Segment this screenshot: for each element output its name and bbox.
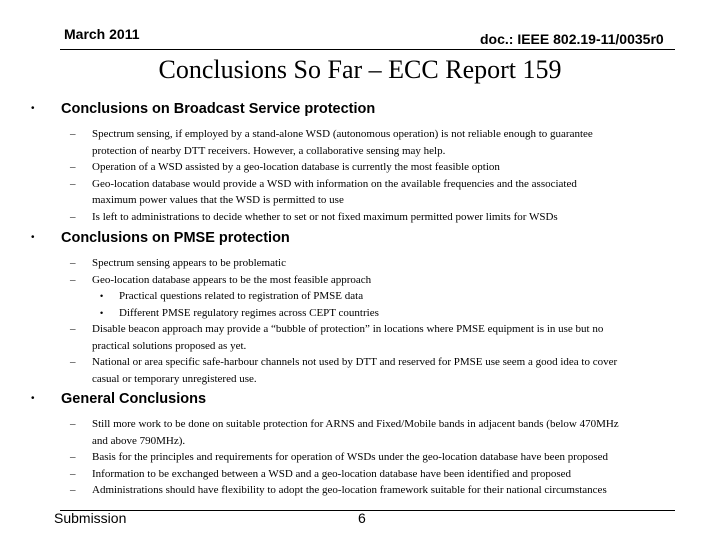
list-item: [30, 209, 670, 226]
bullet-icon: •: [100, 307, 104, 318]
bullet-icon: •: [31, 393, 35, 404]
list-item: [30, 159, 670, 176]
header-divider: [60, 49, 675, 50]
section: [30, 100, 670, 225]
item-text-line: practical solutions proposed as yet.: [92, 339, 247, 352]
list-item: [30, 482, 670, 499]
section-heading: [30, 390, 670, 408]
dash-icon: –: [70, 323, 76, 335]
header-date: March 2011: [64, 26, 140, 42]
dash-icon: –: [70, 273, 76, 286]
dash-icon: –: [70, 418, 76, 430]
header-doc-id: doc.: IEEE 802.19-11/0035r0: [480, 31, 664, 47]
item-text-line: Spectrum sensing, if employed by a stand-alone WSD (autonomous operation) is not reliable enough to guarantee: [92, 128, 593, 140]
list-item: [30, 255, 670, 272]
dash-icon: –: [70, 177, 76, 190]
bullet-icon: •: [100, 291, 104, 301]
footer-submission: Submission: [54, 510, 127, 526]
item-text-line: Operation of a WSD assisted by a geo-location database is currently the most feasible option: [92, 161, 500, 173]
list-item: [30, 466, 670, 483]
item-text-line: Geo-location database appears to be the most feasible approach: [92, 273, 372, 286]
section-heading-text: General Conclusions: [61, 391, 207, 407]
page-number: 6: [358, 510, 366, 526]
section-heading-text: Conclusions on Broadcast Service protection: [61, 101, 376, 117]
dash-icon: –: [70, 484, 76, 496]
list-item: [30, 449, 670, 466]
dash-icon: –: [70, 467, 76, 480]
item-text-line: protection of nearby DTT receivers. However, a collaborative sensing may help.: [92, 144, 446, 157]
dash-icon: –: [70, 356, 76, 368]
sub-bullet-item: [30, 288, 670, 305]
dash-icon: –: [70, 210, 76, 223]
list-item: [30, 176, 670, 209]
section-heading: [30, 100, 670, 118]
bullet-icon: •: [31, 232, 35, 243]
item-text-line: casual or temporary unregistered use.: [92, 372, 257, 385]
item-text-line: Basis for the principles and requirements for operation of WSDs under the geo-location database have been proposed: [92, 451, 609, 463]
bullet-icon: •: [31, 103, 35, 114]
sub-bullet-item: [30, 305, 670, 322]
section-heading-text: Conclusions on PMSE protection: [61, 230, 290, 246]
list-item: [30, 272, 670, 289]
dash-icon: –: [70, 451, 76, 463]
item-text-line: Different PMSE regulatory regimes across CEPT countries: [119, 306, 379, 319]
item-text-line: Geo-location database would provide a WSD with information on the available frequencies and the associated: [92, 177, 577, 190]
slide-body: [30, 100, 670, 499]
list-item: [30, 354, 670, 387]
dash-icon: –: [70, 161, 76, 173]
item-text-line: Is left to administrations to decide whether to set or not fixed maximum permitted power limits for WSDs: [92, 210, 558, 223]
item-text-line: National or area specific safe-harbour channels not used by DTT and reserved for PMSE use seem a good idea to cover: [92, 356, 618, 368]
dash-icon: –: [70, 128, 76, 140]
section: [30, 390, 670, 499]
item-text-line: maximum power values that the WSD is permitted to use: [92, 194, 344, 206]
item-text-line: Still more work to be done on suitable protection for ARNS and Fixed/Mobile bands in adjacent bands (below 470MHz: [92, 418, 619, 430]
footer-divider: [60, 510, 675, 511]
item-text-line: Disable beacon approach may provide a “bubble of protection” in locations where PMSE equipment is in use but no: [92, 323, 604, 335]
slide-title: Conclusions So Far – ECC Report 159: [158, 55, 562, 84]
section-heading: [30, 229, 670, 247]
item-text-line: Information to be exchanged between a WSD and a geo-location database have been identified and proposed: [92, 467, 572, 480]
list-item: [30, 416, 670, 449]
item-text-line: Practical questions related to registration of PMSE data: [119, 290, 364, 302]
list-item: [30, 321, 670, 354]
item-text-line: Spectrum sensing appears to be problematic: [92, 257, 286, 269]
item-text-line: and above 790MHz).: [92, 434, 186, 447]
dash-icon: –: [70, 257, 76, 269]
list-item: [30, 126, 670, 159]
item-text-line: Administrations should have flexibility to adopt the geo-location framework suitable for their national circumstances: [92, 484, 607, 496]
section: [30, 229, 670, 387]
